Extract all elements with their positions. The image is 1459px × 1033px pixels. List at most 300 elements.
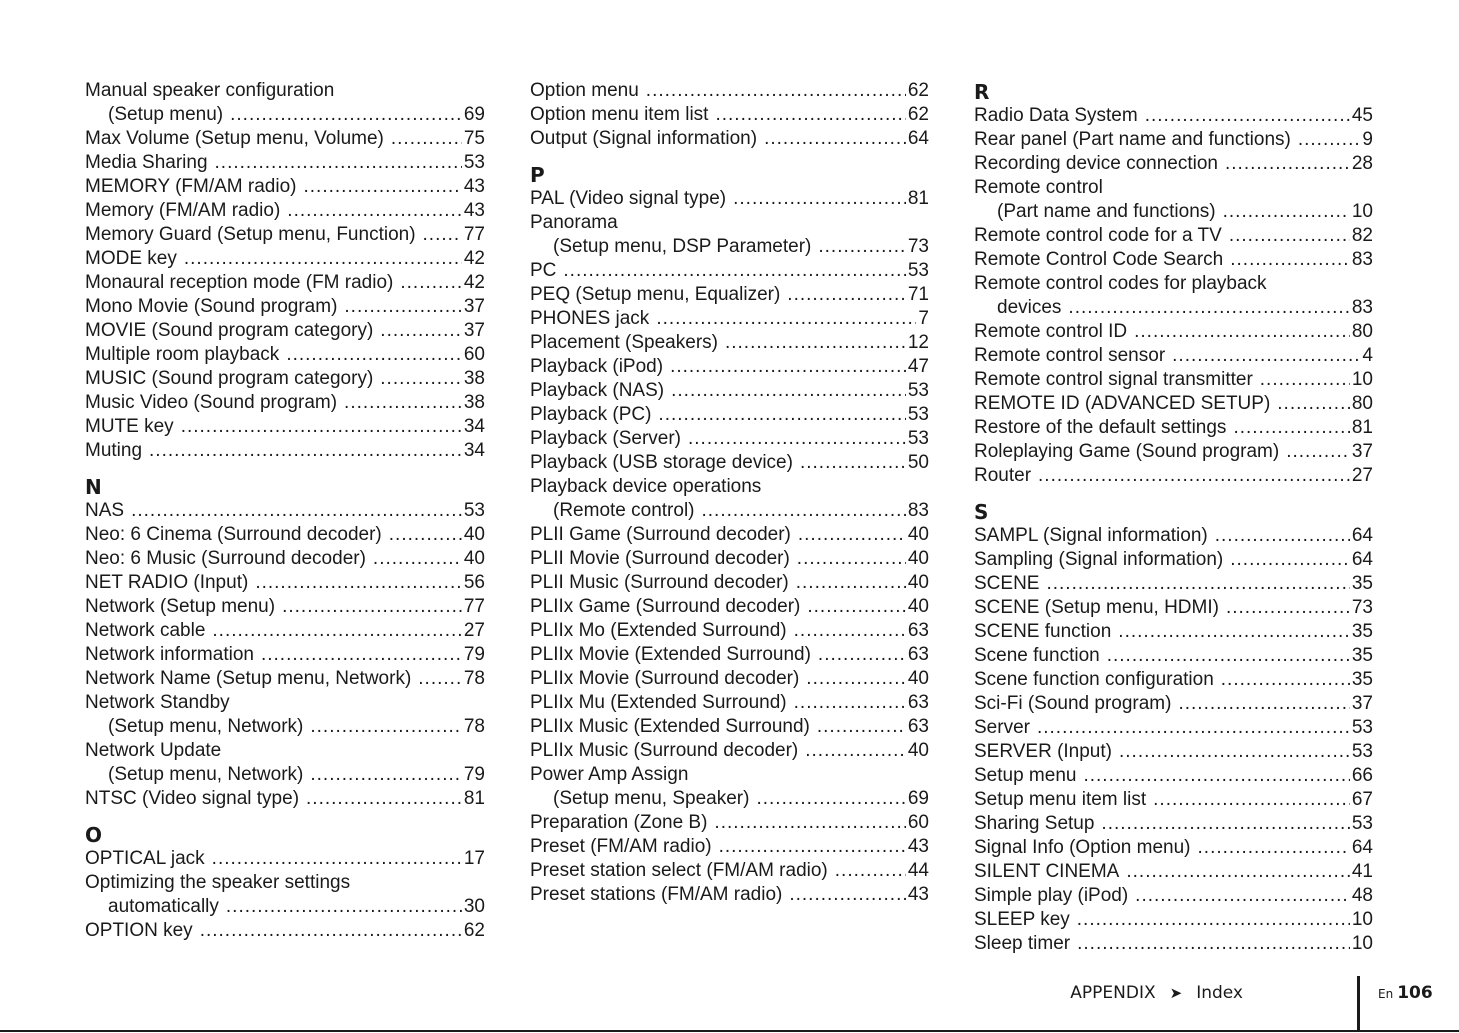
index-entry-term: Setup menu item list bbox=[974, 789, 1147, 810]
index-entry[interactable] bbox=[974, 128, 1373, 152]
dot-leader bbox=[789, 883, 906, 907]
index-entry-page[interactable]: 83 bbox=[1351, 249, 1373, 270]
index-entry-page[interactable]: 53 bbox=[907, 404, 929, 425]
index-entry-page[interactable]: 66 bbox=[1351, 765, 1373, 786]
dot-leader bbox=[389, 523, 462, 547]
index-entry-page[interactable]: 53 bbox=[1351, 813, 1373, 834]
dot-leader bbox=[1178, 692, 1349, 716]
index-entry[interactable] bbox=[85, 103, 485, 127]
index-entry-page[interactable]: 38 bbox=[463, 368, 485, 389]
index-entry-page[interactable]: 10 bbox=[1351, 369, 1373, 390]
index-entry-term: Network Standby bbox=[85, 692, 230, 713]
index-entry[interactable] bbox=[974, 272, 1373, 296]
dot-leader bbox=[1230, 248, 1350, 272]
index-letter-heading: O bbox=[85, 823, 103, 847]
dot-leader bbox=[796, 571, 906, 595]
dot-leader bbox=[817, 715, 906, 739]
index-entry-page[interactable]: 53 bbox=[463, 152, 485, 173]
index-entry[interactable] bbox=[974, 692, 1373, 716]
index-entry[interactable] bbox=[85, 691, 485, 715]
index-entry-page[interactable]: 42 bbox=[463, 248, 485, 269]
dot-leader bbox=[1107, 644, 1350, 668]
index-entry-page[interactable]: 35 bbox=[1351, 669, 1373, 690]
index-entry-term: Panorama bbox=[530, 212, 618, 233]
index-entry-page[interactable]: 81 bbox=[907, 188, 929, 209]
index-entry-term: Network cable bbox=[85, 620, 206, 641]
index-entry[interactable] bbox=[530, 883, 929, 907]
dot-leader bbox=[1077, 932, 1350, 956]
index-entry-page[interactable]: 73 bbox=[907, 236, 929, 257]
dot-leader bbox=[1277, 392, 1350, 416]
index-entry-term: SILENT CINEMA bbox=[974, 861, 1120, 882]
dot-leader bbox=[391, 127, 462, 151]
index-entry-page[interactable]: 44 bbox=[907, 860, 929, 881]
index-entry-page[interactable]: 64 bbox=[1351, 549, 1373, 570]
index-entry-term: SERVER (Input) bbox=[974, 741, 1112, 762]
index-entry-page[interactable]: 41 bbox=[1351, 861, 1373, 882]
index-entry[interactable] bbox=[974, 884, 1373, 908]
index-entry[interactable] bbox=[85, 79, 485, 103]
dot-leader bbox=[181, 415, 462, 439]
index-entry[interactable] bbox=[974, 740, 1373, 764]
index-entry[interactable] bbox=[974, 344, 1373, 368]
index-entry-page[interactable]: 53 bbox=[907, 380, 929, 401]
index-entry-term: SAMPL (Signal information) bbox=[974, 525, 1208, 546]
index-entry-page[interactable]: 42 bbox=[463, 272, 485, 293]
index-entry[interactable] bbox=[85, 439, 485, 463]
index-entry-term: (Remote control) bbox=[553, 500, 695, 521]
index-entry-page[interactable]: 63 bbox=[907, 620, 929, 641]
index-entry[interactable] bbox=[85, 499, 485, 523]
index-entry-page[interactable]: 40 bbox=[907, 740, 929, 761]
index-entry-page[interactable]: 56 bbox=[463, 572, 485, 593]
index-entry[interactable] bbox=[530, 835, 929, 859]
dot-leader bbox=[807, 595, 906, 619]
dot-leader bbox=[702, 499, 906, 523]
index-entry-page[interactable]: 63 bbox=[907, 692, 929, 713]
index-entry-term: PAL (Video signal type) bbox=[530, 188, 727, 209]
index-entry[interactable] bbox=[530, 715, 929, 739]
index-entry[interactable] bbox=[530, 667, 929, 691]
index-entry-term: REMOTE ID (ADVANCED SETUP) bbox=[974, 393, 1271, 414]
index-entry[interactable] bbox=[974, 668, 1373, 692]
index-entry[interactable] bbox=[530, 211, 929, 235]
index-entry-page[interactable]: 62 bbox=[907, 104, 929, 125]
index-entry-term: OPTION key bbox=[85, 920, 193, 941]
index-entry[interactable] bbox=[974, 596, 1373, 620]
index-entry-page[interactable]: 77 bbox=[463, 596, 485, 617]
dot-leader bbox=[1223, 200, 1350, 224]
dot-leader bbox=[373, 547, 462, 571]
index-entry[interactable] bbox=[530, 103, 929, 127]
index-entry[interactable] bbox=[85, 199, 485, 223]
index-entry-term: PLII Movie (Surround decoder) bbox=[530, 548, 790, 569]
dot-leader bbox=[1230, 548, 1350, 572]
index-entry-page[interactable]: 43 bbox=[463, 176, 485, 197]
index-entry[interactable] bbox=[974, 812, 1373, 836]
index-entry[interactable] bbox=[530, 451, 929, 475]
index-entry[interactable] bbox=[530, 787, 929, 811]
index-entry[interactable] bbox=[85, 271, 485, 295]
index-entry[interactable] bbox=[85, 151, 485, 175]
index-entry-page[interactable]: 50 bbox=[907, 452, 929, 473]
index-entry[interactable] bbox=[530, 523, 929, 547]
index-entry[interactable] bbox=[530, 763, 929, 787]
index-entry-page[interactable]: 53 bbox=[907, 260, 929, 281]
index-entry[interactable] bbox=[974, 716, 1373, 740]
index-entry[interactable] bbox=[85, 523, 485, 547]
index-entry-page[interactable]: 64 bbox=[907, 128, 929, 149]
index-entry[interactable] bbox=[530, 235, 929, 259]
index-entry-page[interactable]: 80 bbox=[1351, 393, 1373, 414]
dot-leader bbox=[310, 715, 462, 739]
index-letter-heading: P bbox=[530, 163, 545, 187]
index-entry-term: Multiple room playback bbox=[85, 344, 280, 365]
index-entry-term: PLIIx Game (Surround decoder) bbox=[530, 596, 801, 617]
index-entry-page[interactable]: 37 bbox=[463, 296, 485, 317]
index-entry-page[interactable]: 28 bbox=[1351, 153, 1373, 174]
index-entry-term: PEQ (Setup menu, Equalizer) bbox=[530, 284, 781, 305]
index-entry[interactable] bbox=[530, 403, 929, 427]
dot-leader bbox=[149, 439, 462, 463]
index-entry-page[interactable]: 37 bbox=[1351, 441, 1373, 462]
dot-leader bbox=[287, 199, 462, 223]
index-entry[interactable] bbox=[530, 355, 929, 379]
index-entry-page[interactable]: 78 bbox=[463, 668, 485, 689]
index-entry-term: Mono Movie (Sound program) bbox=[85, 296, 338, 317]
index-entry-page[interactable]: 17 bbox=[463, 848, 485, 869]
dot-leader bbox=[688, 427, 906, 451]
index-entry[interactable] bbox=[85, 595, 485, 619]
index-entry-page[interactable]: 62 bbox=[463, 920, 485, 941]
index-entry-page[interactable]: 81 bbox=[1351, 417, 1373, 438]
index-entry[interactable] bbox=[974, 932, 1373, 956]
index-entry-term: Restore of the default settings bbox=[974, 417, 1227, 438]
index-entry[interactable] bbox=[530, 571, 929, 595]
index-entry-page[interactable]: 43 bbox=[907, 836, 929, 857]
index-entry[interactable] bbox=[85, 919, 485, 943]
index-entry-term: devices bbox=[997, 297, 1062, 318]
index-entry[interactable] bbox=[85, 715, 485, 739]
index-entry[interactable] bbox=[974, 368, 1373, 392]
index-entry[interactable] bbox=[974, 572, 1373, 596]
index-entry-page[interactable]: 69 bbox=[907, 788, 929, 809]
dot-leader bbox=[1298, 128, 1361, 152]
index-entry-page[interactable]: 40 bbox=[463, 524, 485, 545]
index-entry-term: Sampling (Signal information) bbox=[974, 549, 1224, 570]
index-entry[interactable] bbox=[85, 739, 485, 763]
index-entry-term: Sleep timer bbox=[974, 933, 1071, 954]
dot-leader bbox=[658, 403, 905, 427]
index-entry-term: PLII Game (Surround decoder) bbox=[530, 524, 791, 545]
index-entry[interactable] bbox=[85, 391, 485, 415]
index-entry[interactable] bbox=[530, 739, 929, 763]
index-entry-term: Recording device connection bbox=[974, 153, 1218, 174]
dot-leader bbox=[344, 295, 461, 319]
dot-leader bbox=[1046, 572, 1349, 596]
dot-leader bbox=[806, 667, 906, 691]
index-entry-page[interactable]: 40 bbox=[463, 548, 485, 569]
index-entry-term: Media Sharing bbox=[85, 152, 208, 173]
index-entry[interactable] bbox=[530, 691, 929, 715]
index-entry[interactable] bbox=[530, 475, 929, 499]
index-letter-heading: N bbox=[85, 475, 102, 499]
index-entry[interactable] bbox=[85, 175, 485, 199]
index-entry-term: Neo: 6 Cinema (Surround decoder) bbox=[85, 524, 382, 545]
index-entry-page[interactable]: 43 bbox=[463, 200, 485, 221]
index-entry[interactable] bbox=[974, 788, 1373, 812]
index-entry[interactable] bbox=[974, 860, 1373, 884]
index-entry[interactable] bbox=[530, 595, 929, 619]
index-entry[interactable] bbox=[85, 127, 485, 151]
index-entry-page[interactable]: 53 bbox=[907, 428, 929, 449]
index-entry-term: Playback (PC) bbox=[530, 404, 652, 425]
breadcrumb-page-title[interactable]: Index bbox=[1196, 983, 1243, 1003]
index-entry[interactable] bbox=[85, 343, 485, 367]
index-entry-page[interactable]: 53 bbox=[1351, 741, 1373, 762]
index-entry[interactable] bbox=[85, 223, 485, 247]
index-entry-page[interactable]: 40 bbox=[907, 596, 929, 617]
index-entry-page[interactable]: 40 bbox=[907, 572, 929, 593]
index-entry-term: Playback (Server) bbox=[530, 428, 681, 449]
index-entry-page[interactable]: 60 bbox=[463, 344, 485, 365]
dot-leader bbox=[797, 547, 906, 571]
dot-leader bbox=[756, 787, 905, 811]
index-entry-page[interactable]: 34 bbox=[463, 416, 485, 437]
index-entry-page[interactable]: 67 bbox=[1351, 789, 1373, 810]
index-letter-heading: S bbox=[974, 500, 989, 524]
dot-leader bbox=[1215, 524, 1350, 548]
dot-leader bbox=[1225, 152, 1350, 176]
index-entry[interactable] bbox=[85, 367, 485, 391]
dot-leader bbox=[818, 235, 905, 259]
index-entry-page[interactable]: 62 bbox=[907, 80, 929, 101]
index-entry[interactable] bbox=[974, 440, 1373, 464]
index-entry[interactable] bbox=[530, 283, 929, 307]
index-entry[interactable] bbox=[974, 464, 1373, 488]
index-entry-page[interactable]: 12 bbox=[907, 332, 929, 353]
index-entry[interactable] bbox=[85, 895, 485, 919]
dot-leader bbox=[380, 367, 462, 391]
index-entry-term: Music Video (Sound program) bbox=[85, 392, 338, 413]
index-entry-page[interactable]: 81 bbox=[463, 788, 485, 809]
index-entry[interactable] bbox=[974, 200, 1373, 224]
index-entry[interactable] bbox=[974, 296, 1373, 320]
index-entry-page[interactable]: 73 bbox=[1351, 597, 1373, 618]
index-entry-term: Remote control signal transmitter bbox=[974, 369, 1253, 390]
dot-leader bbox=[1145, 104, 1350, 128]
index-entry-term: Sharing Setup bbox=[974, 813, 1095, 834]
index-entry[interactable] bbox=[530, 307, 929, 331]
index-entry[interactable] bbox=[85, 667, 485, 691]
index-entry-term: Remote control sensor bbox=[974, 345, 1166, 366]
index-entry-term: MUSIC (Sound program category) bbox=[85, 368, 374, 389]
index-entry-page[interactable]: 37 bbox=[463, 320, 485, 341]
dot-leader bbox=[286, 343, 462, 367]
index-entry-page[interactable]: 9 bbox=[1362, 129, 1373, 150]
index-entry[interactable] bbox=[974, 644, 1373, 668]
index-entry[interactable] bbox=[85, 415, 485, 439]
index-entry-page[interactable]: 69 bbox=[463, 104, 485, 125]
dot-leader bbox=[131, 499, 462, 523]
index-entry[interactable] bbox=[85, 247, 485, 271]
index-entry-page[interactable]: 43 bbox=[907, 884, 929, 905]
index-entry-term: Playback device operations bbox=[530, 476, 762, 497]
index-entry-page[interactable]: 83 bbox=[1351, 297, 1373, 318]
index-entry[interactable] bbox=[530, 643, 929, 667]
index-entry[interactable] bbox=[530, 499, 929, 523]
index-entry[interactable] bbox=[974, 764, 1373, 788]
index-entry[interactable] bbox=[974, 176, 1373, 200]
index-entry[interactable] bbox=[530, 379, 929, 403]
dot-leader bbox=[794, 619, 906, 643]
dot-leader bbox=[304, 175, 462, 199]
index-entry-term: Remote control bbox=[974, 177, 1103, 198]
index-entry-page[interactable]: 75 bbox=[463, 128, 485, 149]
index-entry[interactable] bbox=[974, 836, 1373, 860]
index-entry-page[interactable]: 64 bbox=[1351, 525, 1373, 546]
index-entry[interactable] bbox=[974, 392, 1373, 416]
index-entry-page[interactable]: 34 bbox=[463, 440, 485, 461]
index-entry-term: PLIIx Music (Extended Surround) bbox=[530, 716, 810, 737]
index-entry[interactable] bbox=[85, 847, 485, 871]
index-entry-page[interactable]: 27 bbox=[463, 620, 485, 641]
dot-leader bbox=[1038, 464, 1350, 488]
index-entry-term: Remote control codes for playback bbox=[974, 273, 1267, 294]
dot-leader bbox=[646, 79, 906, 103]
index-entry-page[interactable]: 7 bbox=[918, 308, 929, 329]
index-entry[interactable] bbox=[974, 416, 1373, 440]
index-entry-page[interactable]: 35 bbox=[1351, 645, 1373, 666]
index-entry[interactable] bbox=[974, 152, 1373, 176]
index-entry-page[interactable]: 48 bbox=[1351, 885, 1373, 906]
index-entry[interactable] bbox=[85, 643, 485, 667]
index-entry-term: (Setup menu, Network) bbox=[108, 716, 304, 737]
index-entry[interactable] bbox=[974, 908, 1373, 932]
index-column-3 bbox=[974, 80, 1373, 956]
index-entry-page[interactable]: 10 bbox=[1351, 909, 1373, 930]
dot-leader bbox=[282, 595, 462, 619]
dot-leader bbox=[805, 739, 906, 763]
index-entry[interactable] bbox=[85, 619, 485, 643]
index-entry[interactable] bbox=[530, 79, 929, 103]
dot-leader bbox=[418, 667, 462, 691]
index-entry-term: Roleplaying Game (Sound program) bbox=[974, 441, 1280, 462]
dot-leader bbox=[656, 307, 916, 331]
index-entry-page[interactable]: 38 bbox=[463, 392, 485, 413]
index-entry-page[interactable]: 35 bbox=[1351, 573, 1373, 594]
index-entry-page[interactable]: 40 bbox=[907, 548, 929, 569]
index-entry[interactable] bbox=[974, 320, 1373, 344]
index-entry-page[interactable]: 35 bbox=[1351, 621, 1373, 642]
index-entry[interactable] bbox=[85, 871, 485, 895]
index-entry[interactable] bbox=[85, 763, 485, 787]
dot-leader bbox=[725, 331, 906, 355]
index-entry[interactable] bbox=[85, 787, 485, 811]
index-entry[interactable] bbox=[974, 248, 1373, 272]
index-entry-term: Signal Info (Option menu) bbox=[974, 837, 1191, 858]
index-entry-term: Preset (FM/AM radio) bbox=[530, 836, 712, 857]
dot-leader bbox=[380, 319, 462, 343]
index-entry-page[interactable]: 77 bbox=[463, 224, 485, 245]
index-entry[interactable] bbox=[974, 104, 1373, 128]
index-entry-page[interactable]: 47 bbox=[907, 356, 929, 377]
index-entry-term: Setup menu bbox=[974, 765, 1077, 786]
index-entry[interactable] bbox=[530, 619, 929, 643]
dot-leader bbox=[261, 643, 462, 667]
dot-leader bbox=[1077, 908, 1350, 932]
index-entry-page[interactable]: 63 bbox=[907, 716, 929, 737]
index-entry-page[interactable]: 45 bbox=[1351, 105, 1373, 126]
index-entry[interactable] bbox=[530, 427, 929, 451]
dot-leader bbox=[1068, 296, 1349, 320]
dot-leader bbox=[1119, 740, 1350, 764]
index-entry-page[interactable]: 79 bbox=[463, 644, 485, 665]
index-entry-term: Max Volume (Setup menu, Volume) bbox=[85, 128, 384, 149]
index-entry-page[interactable]: 10 bbox=[1351, 933, 1373, 954]
dot-leader bbox=[344, 391, 462, 415]
index-entry[interactable] bbox=[974, 224, 1373, 248]
index-entry-page[interactable]: 37 bbox=[1351, 693, 1373, 714]
index-entry[interactable] bbox=[530, 127, 929, 151]
dot-leader bbox=[563, 259, 905, 283]
index-entry-page[interactable]: 78 bbox=[463, 716, 485, 737]
index-entry-page[interactable]: 40 bbox=[907, 524, 929, 545]
index-entry-page[interactable]: 10 bbox=[1351, 201, 1373, 222]
index-entry-term: Router bbox=[974, 465, 1032, 486]
index-entry-page[interactable]: 60 bbox=[907, 812, 929, 833]
index-entry-page[interactable]: 71 bbox=[907, 284, 929, 305]
index-entry[interactable] bbox=[974, 620, 1373, 644]
index-entry[interactable] bbox=[85, 547, 485, 571]
index-entry[interactable] bbox=[974, 548, 1373, 572]
index-entry[interactable] bbox=[974, 524, 1373, 548]
dot-leader bbox=[798, 523, 906, 547]
index-entry[interactable] bbox=[530, 259, 929, 283]
index-entry[interactable] bbox=[85, 295, 485, 319]
index-entry[interactable] bbox=[530, 547, 929, 571]
index-entry-page[interactable]: 83 bbox=[907, 500, 929, 521]
index-entry-page[interactable]: 27 bbox=[1351, 465, 1373, 486]
dot-leader bbox=[184, 247, 462, 271]
index-entry-page[interactable]: 40 bbox=[907, 668, 929, 689]
dot-leader bbox=[1226, 596, 1350, 620]
index-entry[interactable] bbox=[530, 811, 929, 835]
index-entry[interactable] bbox=[85, 571, 485, 595]
index-entry-term: PLIIx Music (Surround decoder) bbox=[530, 740, 799, 761]
index-entry-page[interactable]: 53 bbox=[1351, 717, 1373, 738]
index-entry-page[interactable]: 82 bbox=[1351, 225, 1373, 246]
index-entry[interactable] bbox=[530, 859, 929, 883]
index-entry-page[interactable]: 30 bbox=[463, 896, 485, 917]
index-entry-page[interactable]: 79 bbox=[463, 764, 485, 785]
index-entry-page[interactable]: 80 bbox=[1351, 321, 1373, 342]
index-entry-term: MEMORY (FM/AM radio) bbox=[85, 176, 297, 197]
index-entry-page[interactable]: 63 bbox=[907, 644, 929, 665]
dot-leader bbox=[212, 847, 462, 871]
index-entry[interactable] bbox=[530, 187, 929, 211]
index-entry-term: Playback (USB storage device) bbox=[530, 452, 793, 473]
index-entry-term: (Setup menu, DSP Parameter) bbox=[553, 236, 812, 257]
index-entry-term: (Part name and functions) bbox=[997, 201, 1216, 222]
index-entry-page[interactable]: 4 bbox=[1362, 345, 1373, 366]
index-entry[interactable] bbox=[85, 319, 485, 343]
breadcrumb-section[interactable]: APPENDIX bbox=[1070, 983, 1156, 1003]
dot-leader bbox=[1126, 860, 1350, 884]
index-entry-page[interactable]: 64 bbox=[1351, 837, 1373, 858]
index-entry[interactable] bbox=[530, 331, 929, 355]
index-entry-page[interactable]: 53 bbox=[463, 500, 485, 521]
